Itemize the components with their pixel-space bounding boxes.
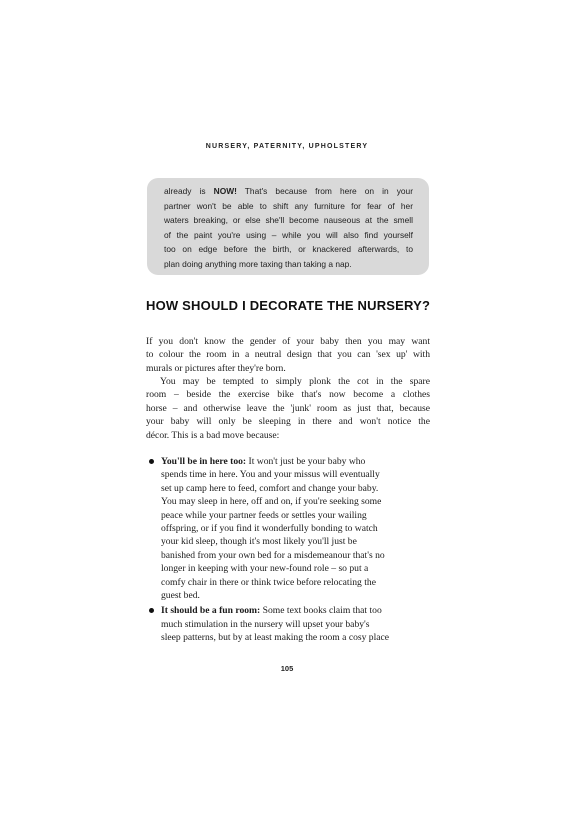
bullet-item-fun-room: [146, 604, 436, 644]
bullet-line: longer in keeping with your new-found role – so put a: [161, 563, 369, 575]
bullet-dot-icon: [149, 608, 154, 613]
callout-line: waters breaking, or else she'll become nauseous at the smell: [164, 215, 413, 226]
paragraph-line: décor. This is a bad move because:: [146, 429, 280, 441]
bullet-line: much stimulation in the nursery will upset your baby's: [161, 618, 370, 630]
callout-line: too on edge before the birth, or knackered afterwards, to: [164, 244, 413, 255]
bullet-line: spends time in here. You and your missus will eventually: [161, 469, 380, 481]
paragraph-line: murals or pictures after they're born.: [146, 362, 286, 374]
callout-box: [147, 178, 429, 275]
bullet-line: guest bed.: [161, 590, 200, 602]
bullet-line: It should be a fun room: Some text books claim that too: [161, 605, 382, 617]
paragraph-line: You may be tempted to simply plonk the cot in the spare: [160, 376, 430, 387]
bullet-lead: You'll be in here too:: [161, 456, 247, 467]
paragraph-tempted: [146, 375, 430, 442]
bullet-line: You may sleep in here, off and on, if you're seeking some: [161, 496, 382, 508]
bullet-item-in-here-too: [146, 455, 436, 602]
bullet-line: set up camp here to feed, comfort and change your baby.: [161, 482, 379, 494]
page-number: 105: [280, 664, 294, 673]
callout-line: plan doing anything more taxing than taking a nap.: [164, 258, 352, 269]
section-title: HOW SHOULD I DECORATE THE NURSERY?: [146, 298, 431, 313]
bullet-line: your kid sleep, though it's most likely you'll just be: [161, 536, 357, 548]
bullet-line: You'll be in here too: It won't just be your baby who: [161, 456, 366, 467]
bullet-list: [146, 455, 436, 645]
paragraph-line: your baby will only be sleeping in there and won't notice the: [146, 416, 430, 428]
bullet-line: sleep patterns, but by at least making the room a cosy place: [161, 632, 390, 644]
callout-line: already is NOW! That's because from here on in your: [164, 186, 414, 196]
running-header: NURSERY, PATERNITY, UPHOLSTERY: [205, 143, 369, 150]
bullet-line: offspring, or if you find it wonderfully bonding to watch: [161, 523, 378, 535]
paragraph-line: to colour the room in a neutral design that you can 'sex up' with: [146, 349, 430, 361]
bullet-dot-icon: [149, 459, 154, 464]
bullet-line: peace while your partner feeds or settles your wailing: [161, 509, 367, 521]
bullet-line: comfy chair in there or think twice before relocating the: [161, 576, 376, 588]
callout-line: partner won't be able to shift any furniture for fear of her: [164, 200, 413, 211]
paragraph-line: horse – and otherwise leave the 'junk' room as just that, because: [146, 402, 430, 414]
paragraph-line: If you don't know the gender of your baby then you may want: [146, 336, 430, 347]
bullet-line: banished from your own bed for a misdemeanour that's no: [161, 549, 385, 561]
paragraph-line: room – beside the exercise bike that's now become a clothes: [146, 389, 430, 401]
bullet-lead: It should be a fun room:: [161, 605, 261, 617]
callout-line: of the paint you're using – while you will also find yourself: [164, 229, 413, 240]
paragraph-intro: [146, 335, 430, 375]
